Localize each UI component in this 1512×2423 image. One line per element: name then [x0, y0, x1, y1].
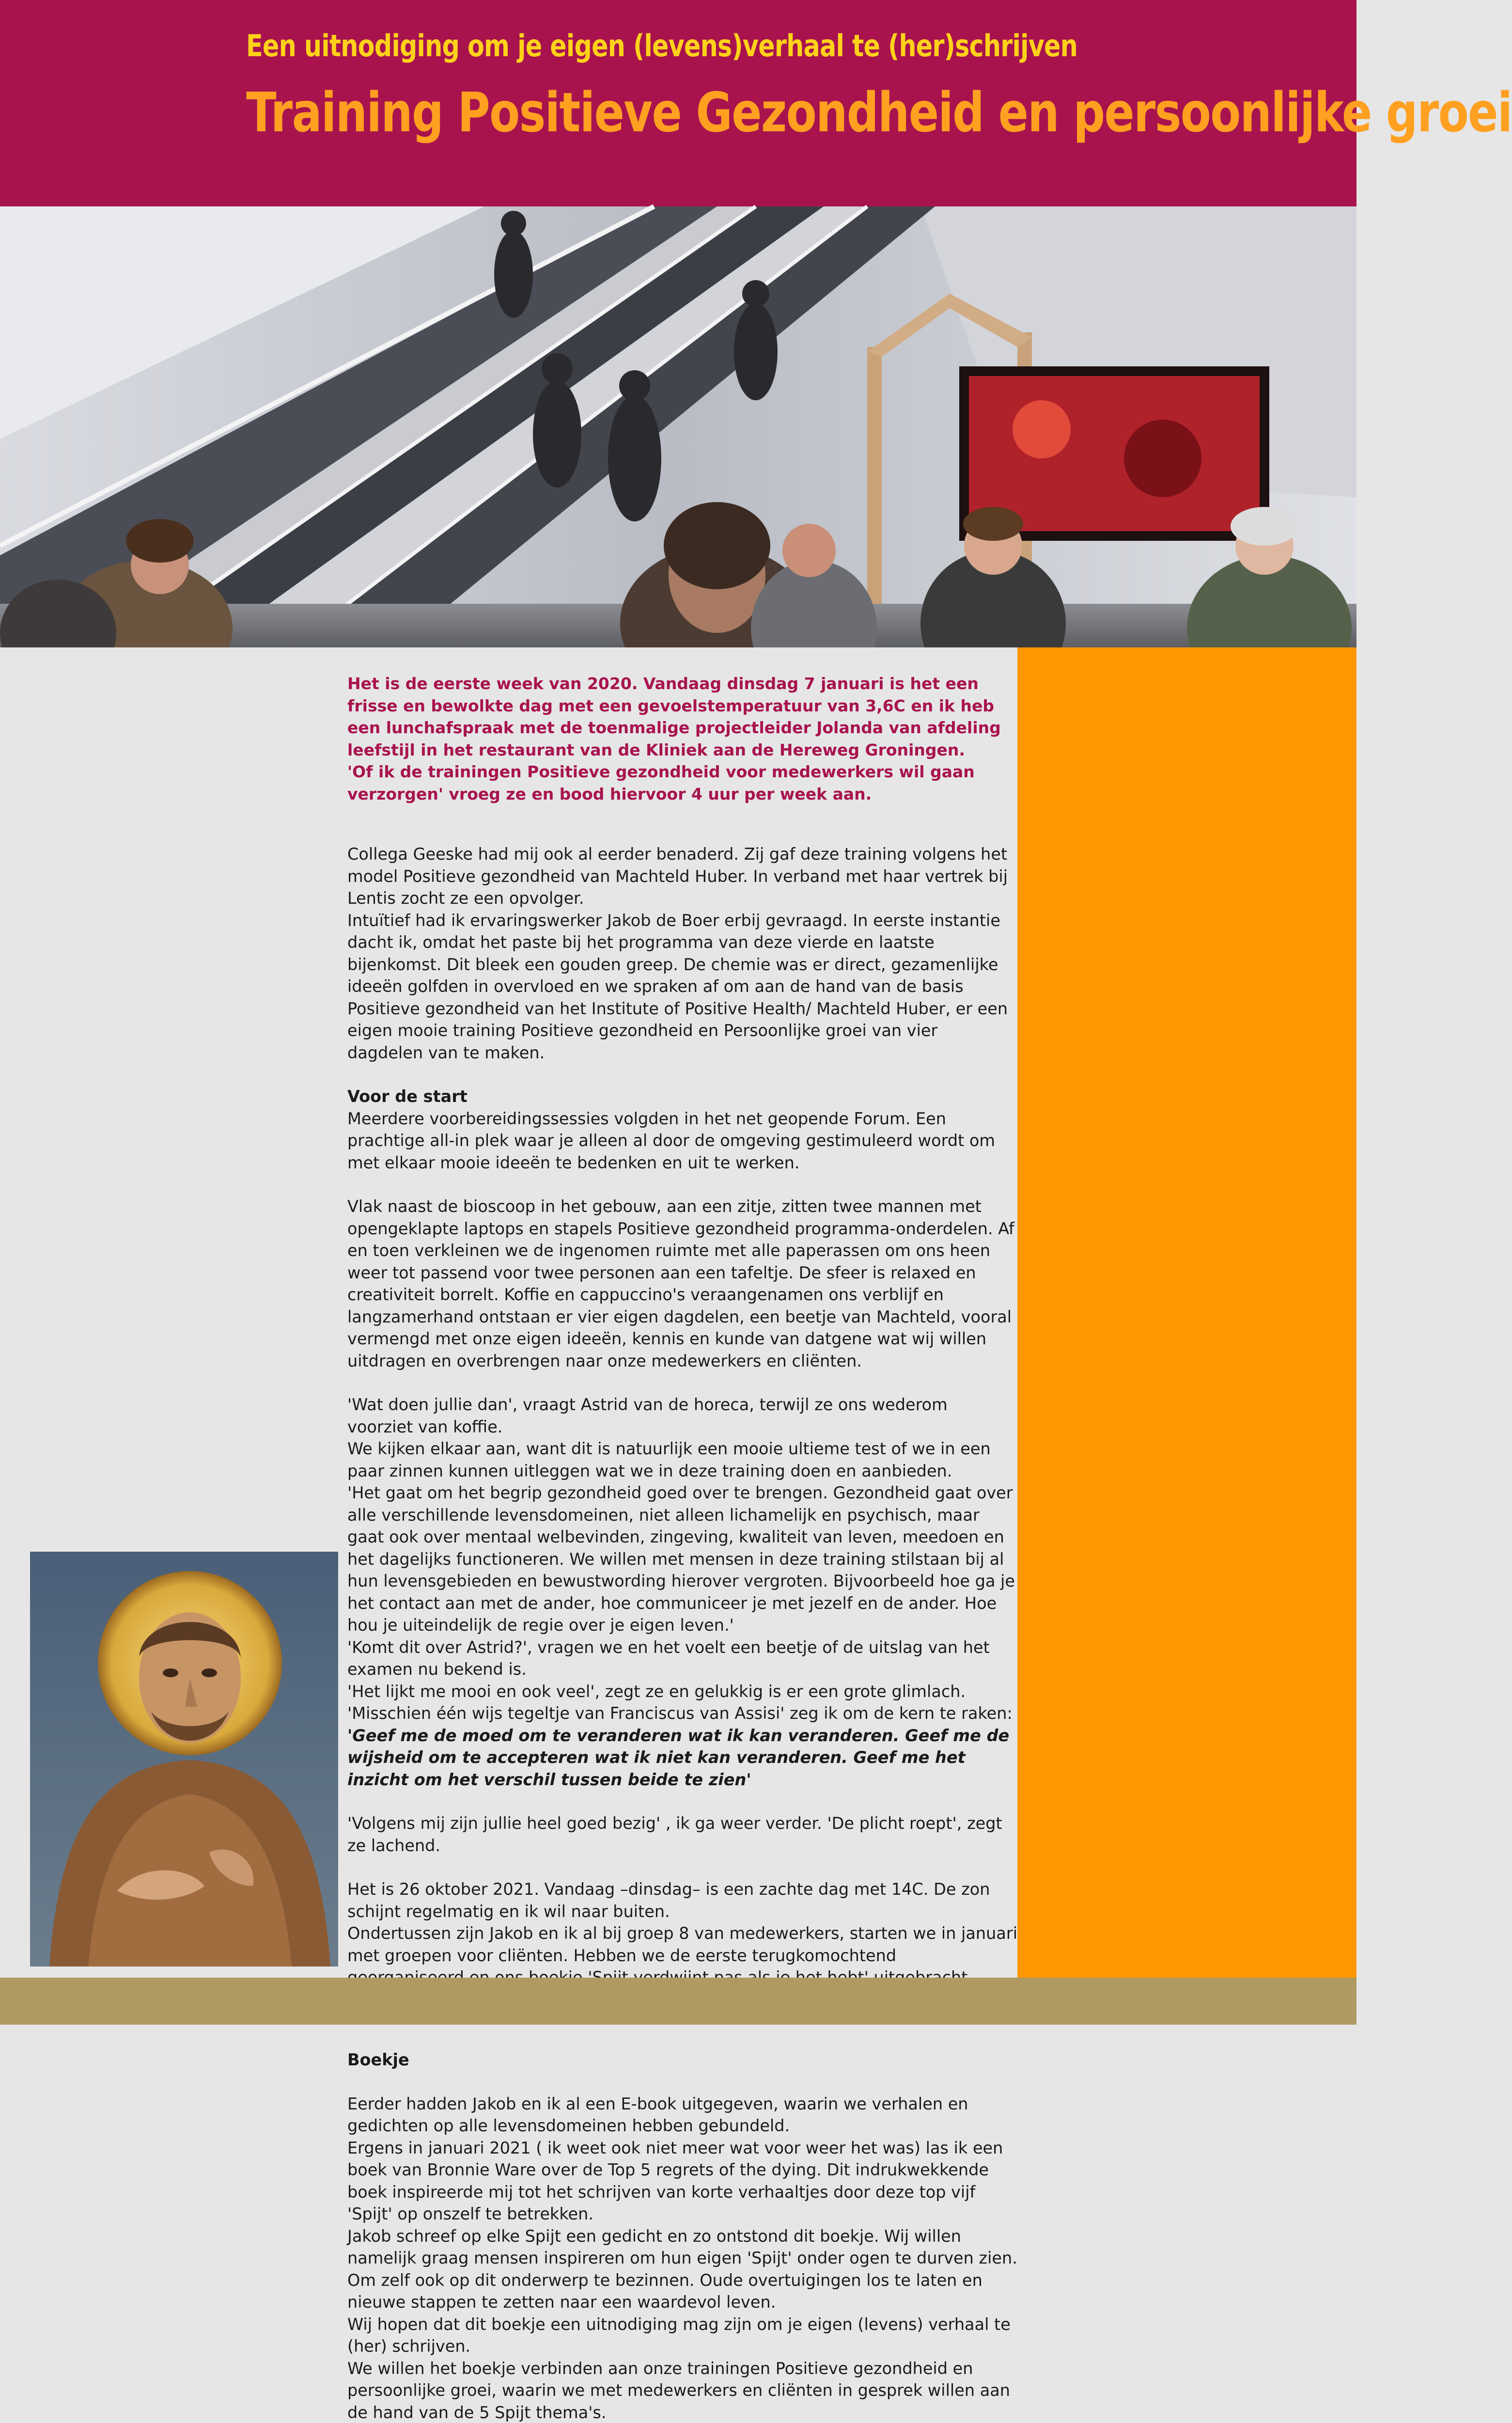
intro-paragraph: Het is de eerste week van 2020. Vandaag dinsdag 7 januari is het een frisse en bewolkte dag met een gevoelstemperatuur van 3,6C en ik heb een lunchafspraak met de toenmalige projectleider Jolanda van afdeling leefstijl in het restaurant van de Kliniek aan de Hereweg Groningen. [347, 674, 1001, 759]
paragraph: Vlak naast de bioscoop in het gebouw, aan een zitje, zitten twee mannen met opengeklapte laptops en stapels Positieve gezondheid programma-onderdelen. Af en toen verkleinen we de ingenomen ruimte met alle paperassen om ons heen weer tot passend voor twee personen aan een tafeltje. De sfeer is relaxed en creativiteit borrelt. Koffie en cappuccino's veraangenamen ons verblijf en langzamerhand ontstaan er vier eigen dagdelen, een beetje van Machteld, vooral vermengd met onze eigen ideeën, kennis en kunde van datgene wat wij willen uitdragen en overbrengen naar onze medewerkers en cliënten. [347, 1197, 1014, 1370]
franciscus-quote: 'Geef me de moed om te veranderen wat ik kan veranderen. Geef me de wijsheid om te accepteren wat ik niet kan veranderen. Geef me het inzicht om het verschil tussen beide te zien' [347, 1726, 1010, 1789]
orange-sidebar [1017, 647, 1356, 1978]
saint-francis-painting [30, 1552, 338, 1967]
paragraph: Meerdere voorbereidingssessies volgden in het net geopende Forum. Een prachtige all-in plek waar je alleen al door de omgeving gestimuleerd wordt om met elkaar mooie ideeën te bedenken en uit te werken. [347, 1109, 996, 1172]
paragraph: 'Wat doen jullie dan', vraagt Astrid van de horeca, terwijl ze ons wederom voorziet van koffie. We kijken elkaar aan, want dit is natuurlijk een mooie ultieme test of we in een paar zinnen kunnen uitleggen wat we in deze training doen en aanbieden. 'Het gaat om het begrip gezondheid goed over te brengen. Gezondheid gaat over alle verschillende levensdomeinen, niet alleen lichamelijk en psychisch, maar gaat ook over mentaal welbevinden, zingeving, kwaliteit van leven, meedoen en het dagelijks functioneren. We willen met mensen in deze training stilstaan bij al hun levensgebieden en bewustwording hierover vergroten. Bijvoorbeeld hoe ga je het contact aan met de ander, hoe communiceer je met jezelf en de ander. Hoe hou je uiteindelijk de regie over je eigen leven.' 'Komt dit over Astrid?', vragen we en het voelt een beetje of de uitslag van het examen nu bekend is. 'Het lijkt me mooi en ook veel', zegt ze en gelukkig is er een grote glimlach. 'Misschien één wijs tegeltje van Franciscus van Assisi' zeg ik om de kern te raken: [347, 1395, 1015, 1723]
paragraph: Eerder hadden Jakob en ik al een E-book uitgegeven, waarin we verhalen en gedichten op alle levensdomeinen hebben gebundeld. Ergens in januari 2021 ( ik weet ook niet meer wat voor weer het was) las ik een boek van Bronnie Ware over de Top 5 regrets of the dying. Dit indrukwekkende boek inspireerde mij tot het schrijven van korte verhaaltjes door deze top vijf 'Spijt' op onszelf te betrekken. Jakob schreef op elke Spijt een gedicht en zo ontstond dit boekje. Wij willen namelijk graag mensen inspireren om hun eigen 'Spijt' onder ogen te durven zien. Om zelf ook op dit onderwerp te bezinnen. Oude overtuigingen los te laten en nieuwe stappen te zetten naar een waardevol leven. Wij hopen dat dit boekje een uitnodiging mag zijn om je eigen (levens) verhaal te (her) schrijven. We willen het boekje verbinden aan onze trainingen Positieve gezondheid en persoonlijke groei, waarin we met medewerkers en cliënten in gesprek willen aan de hand van de 5 Spijt thema's. [347, 2094, 1017, 2422]
article-body [347, 843, 1017, 1989]
boekje-body [347, 2049, 1017, 2423]
section-heading: Boekje [347, 2050, 409, 2069]
paragraph: 'Volgens mij zijn jullie heel goed bezig' , ik ga weer verder. 'De plicht roept', zegt ze lachend. [347, 1814, 1002, 1855]
escalator-photo [0, 206, 1356, 647]
intro-quote: 'Of ik de trainingen Positieve gezondheid voor medewerkers wil gaan verzorgen' vroeg ze en bood hiervoor 4 uur per week aan. [347, 762, 975, 803]
section-heading: Voor de start [347, 1087, 468, 1106]
divider-band [0, 1978, 1356, 2025]
paragraph: Het is 26 oktober 2021. Vandaag –dinsdag– is een zachte dag met 14C. De zon schijnt regelmatig en ik wil naar buiten. Ondertussen zijn Jakob en ik al bij groep 8 van medewerkers, starten we in januari met groepen voor cliënten. Hebben we de eerste terugkomochtend [347, 1880, 1018, 1965]
page-title: Training Positieve Gezondheid en persoonlijke groei [246, 81, 1512, 144]
header-subtitle: Een uitnodiging om je eigen (levens)verhaal te (her)schrijven [246, 28, 1078, 63]
paragraph: Collega Geeske had mij ook al eerder benaderd. Zij gaf deze training volgens het model Positieve gezondheid van Machteld Huber. In verband met haar vertrek bij Lentis zocht ze een opvolger. Intuïtief had ik ervaringswerker Jakob de Boer erbij gevraagd. In eerste instantie dacht ik, omdat het paste bij het programma van deze vierde en laatste bijenkomst. Dit bleek een gouden greep. De chemie was er direct, gezamenlijke ideeën golfden in overvloed en we spraken af om aan de hand van de basis Positieve gezondheid van het Institute of Positive Health/ Machteld Huber, er een eigen mooie training Positieve gezondheid en Persoonlijke groei van vier dagdelen van te maken. [347, 845, 1008, 1062]
intro-text [347, 673, 1017, 805]
